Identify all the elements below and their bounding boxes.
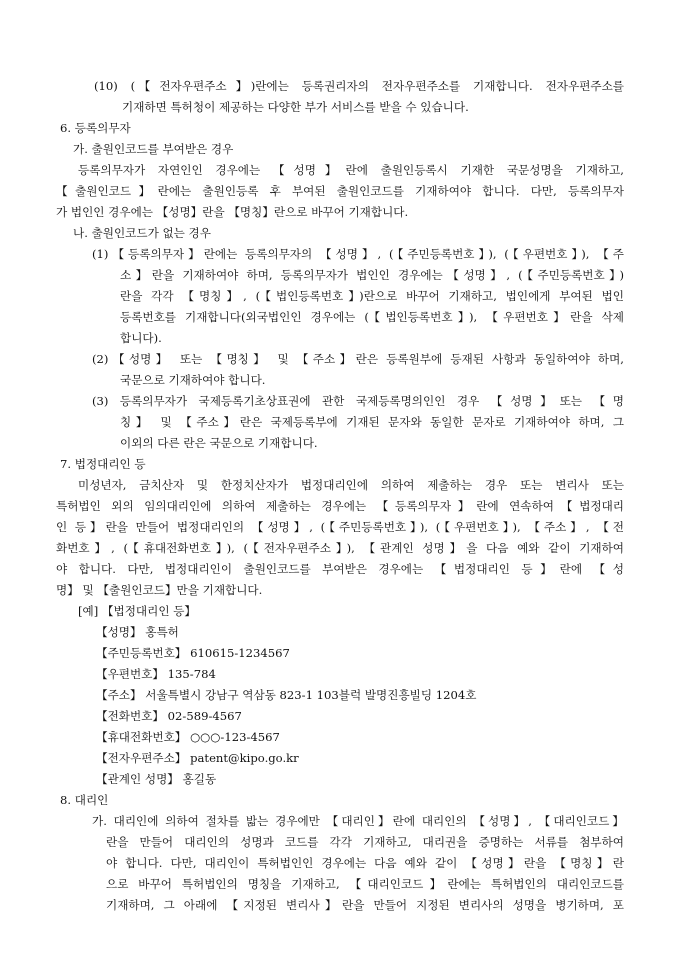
text-line: 가 법인인 경우에는 【성명】란을 【명칭】란으로 바꾸어 기재합니다.: [56, 205, 409, 219]
text-line: 국문으로 기재하여야 합니다.: [120, 373, 266, 387]
text-line: 【전화번호】 02-589-4567: [96, 709, 242, 723]
text-line: 인 등】란을 만들어 법정대리인의 【성명】, (【주민등록번호】), (【우편번호】), 【주소】, 【전: [56, 520, 624, 534]
text-line: 특허법인 외의 임의대리인에 의하여 제출하는 경우에는 【등록의무자】란에 연속하여【법정대리: [56, 499, 624, 513]
text-line: (2)【성명】 또는 【명칭】 및 【주소】란은 등록원부에 등재된 사항과 동일하여야 하며,: [92, 352, 624, 366]
text-line: (1)【등록의무자】란에는 등록의무자의 【성명】, (【주민등록번호】), (【우편번호】), 【주: [92, 247, 624, 261]
text-line: 야 합니다. 다만, 대리인이 특허법인인 경우에는 다음 예와 같이 【성명】란을 【명칭】란: [106, 856, 624, 870]
text-line: 기재하며, 그 아래에 【지정된 변리사】란을 만들어 지정된 변리사의 성명을 병기하며, 포: [106, 898, 624, 912]
text-line: 【관계인 성명】 홍길동: [96, 772, 217, 786]
text-line: (3) 등록의무자가 국제등록기초상표권에 관한 국제등록명의인인 경우 【성명】또는 【명: [92, 394, 624, 408]
text-line: 란을 만들어 대리인의 성명과 코드를 각각 기재하고, 대리권을 증명하는 서류를 첨부하여: [106, 835, 624, 849]
text-line: 6. 등록의무자: [60, 121, 131, 135]
text-line: 기재하면 특허청이 제공하는 다양한 부가 서비스를 받을 수 있습니다.: [122, 100, 469, 114]
text-line: 야 합니다. 다만, 법정대리인이 출원인코드를 부여받은 경우에는 【법정대리인 등】란에 【성: [56, 562, 624, 576]
text-line: 등록의무자가 자연인인 경우에는 【성명】란에 출원인등록시 기재한 국문성명을 기재하고,: [78, 163, 624, 177]
text-line: 화번호】, (【휴대전화번호】), (【전자우편주소】), 【관계인 성명】을 다음 예와 같이 기재하여: [56, 541, 624, 555]
text-line: 합니다).: [120, 331, 162, 345]
text-line: 미성년자, 금치산자 및 한정치산자가 법정대리인에 의하여 제출하는 경우 또는 변리사 또는: [78, 478, 624, 492]
text-line: 명】 및 【출원인코드】만을 기재합니다.: [56, 583, 263, 597]
text-line: 【전자우편주소】 patent@kipo.go.kr: [96, 751, 299, 765]
text-line: 【주소】 서울특별시 강남구 역삼동 823-1 103블럭 발명진흥빌딩 1204호: [96, 688, 477, 702]
document-body: [56, 76, 624, 916]
text-line: 【주민등록번호】 610615-1234567: [96, 646, 290, 660]
text-line: 나. 출원인코드가 없는 경우: [73, 226, 211, 240]
text-line: [예] 【법정대리인 등】: [78, 604, 197, 618]
text-line: 【출원인코드】란에는 출원인등록 후 부여된 출원인코드를 기재하여야 합니다. 다만, 등록의무자: [56, 184, 624, 198]
text-line: 【우편번호】 135-784: [96, 667, 216, 681]
text-line: 칭】 및 【주소】란은 국제등록부에 기재된 문자와 동일한 문자로 기재하여야 하며, 그: [120, 415, 624, 429]
text-line: 란을 각각 【명칭】, (【법인등록번호】)란으로 바꾸어 기재하고, 법인에게 부여된 법인: [120, 289, 624, 303]
text-line: 7. 법정대리인 등: [60, 457, 146, 471]
text-line: 소】란을 기재하여야 하며, 등록의무자가 법인인 경우에는【성명】, (【주민등록번호】): [120, 268, 624, 282]
text-line: 이외의 다른 란은 국문으로 기재합니다.: [120, 436, 318, 450]
text-line: (10) (【전자우편주소】)란에는 등록권리자의 전자우편주소를 기재합니다. 전자우편주소를: [94, 79, 624, 93]
text-line: 【성명】 홍특허: [96, 625, 179, 639]
text-line: 가. 출원인코드를 부여받은 경우: [73, 142, 234, 156]
text-line: 【휴대전화번호】 ○○○-123-4567: [96, 730, 280, 744]
text-line: 등록번호를 기재합니다(외국법인인 경우에는 (【법인등록번호】), 【우편번호】란을 삭제: [120, 310, 624, 324]
text-line: 8. 대리인: [60, 793, 109, 807]
text-line: 으로 바꾸어 특허법인의 명칭을 기재하고, 【대리인코드】란에는 특허법인의 대리인코드를: [106, 877, 624, 891]
text-line: 가. 대리인에 의하여 절차를 밟는 경우에만 【대리인】란에 대리인의 【성명】, 【대리인코드】: [92, 814, 624, 828]
